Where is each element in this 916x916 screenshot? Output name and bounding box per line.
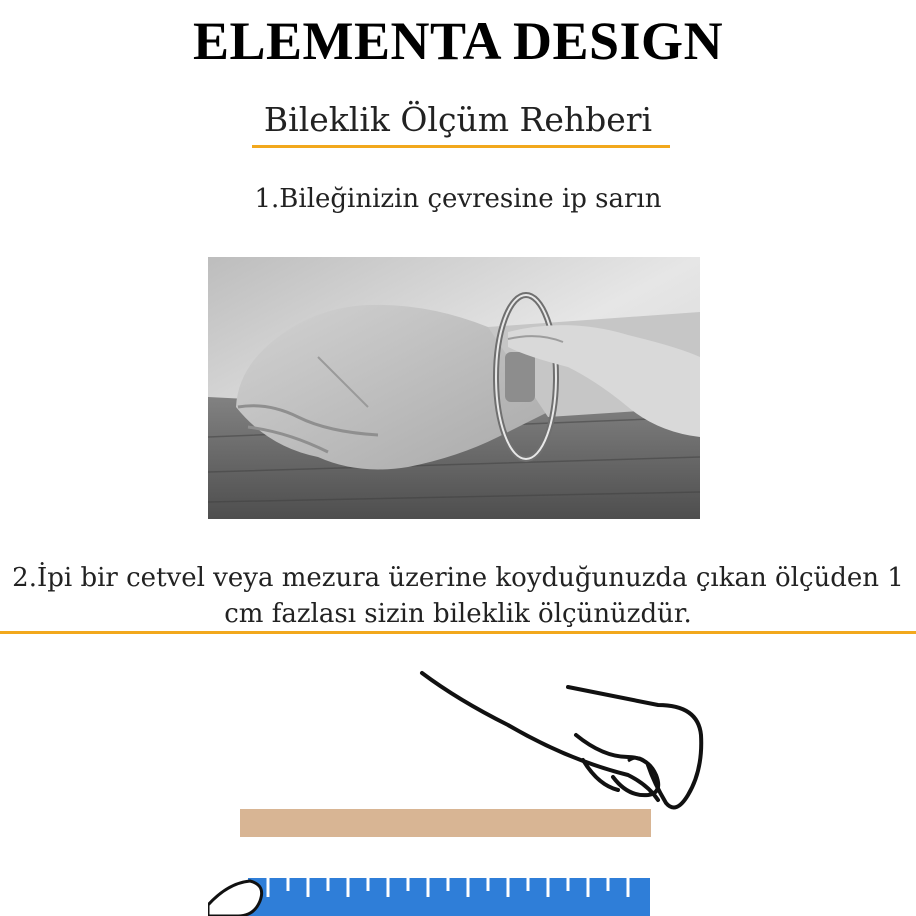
wrist-photo-svg (208, 257, 700, 519)
ruler-illustration-svg (208, 665, 708, 916)
step-2-text (0, 560, 916, 632)
step-2-line-2: cm fazlası sizin bileklik ölçünüzdür. (224, 599, 692, 629)
section-divider (0, 631, 916, 634)
step-1-text: 1.Bileğinizin çevresine ip sarın (254, 184, 662, 214)
subtitle-underline (252, 145, 670, 148)
wrist-measuring-photo (208, 257, 700, 519)
page-subtitle: Bileklik Ölçüm Rehberi (263, 100, 653, 139)
brand-title: ELEMENTA DESIGN (192, 11, 724, 71)
ruler-string-illustration (208, 665, 708, 916)
string-strip (240, 809, 651, 837)
step-2-line-1: 2.İpi bir cetvel veya mezura üzerine koyduğunuzda çıkan ölçüden 1 (12, 563, 904, 593)
